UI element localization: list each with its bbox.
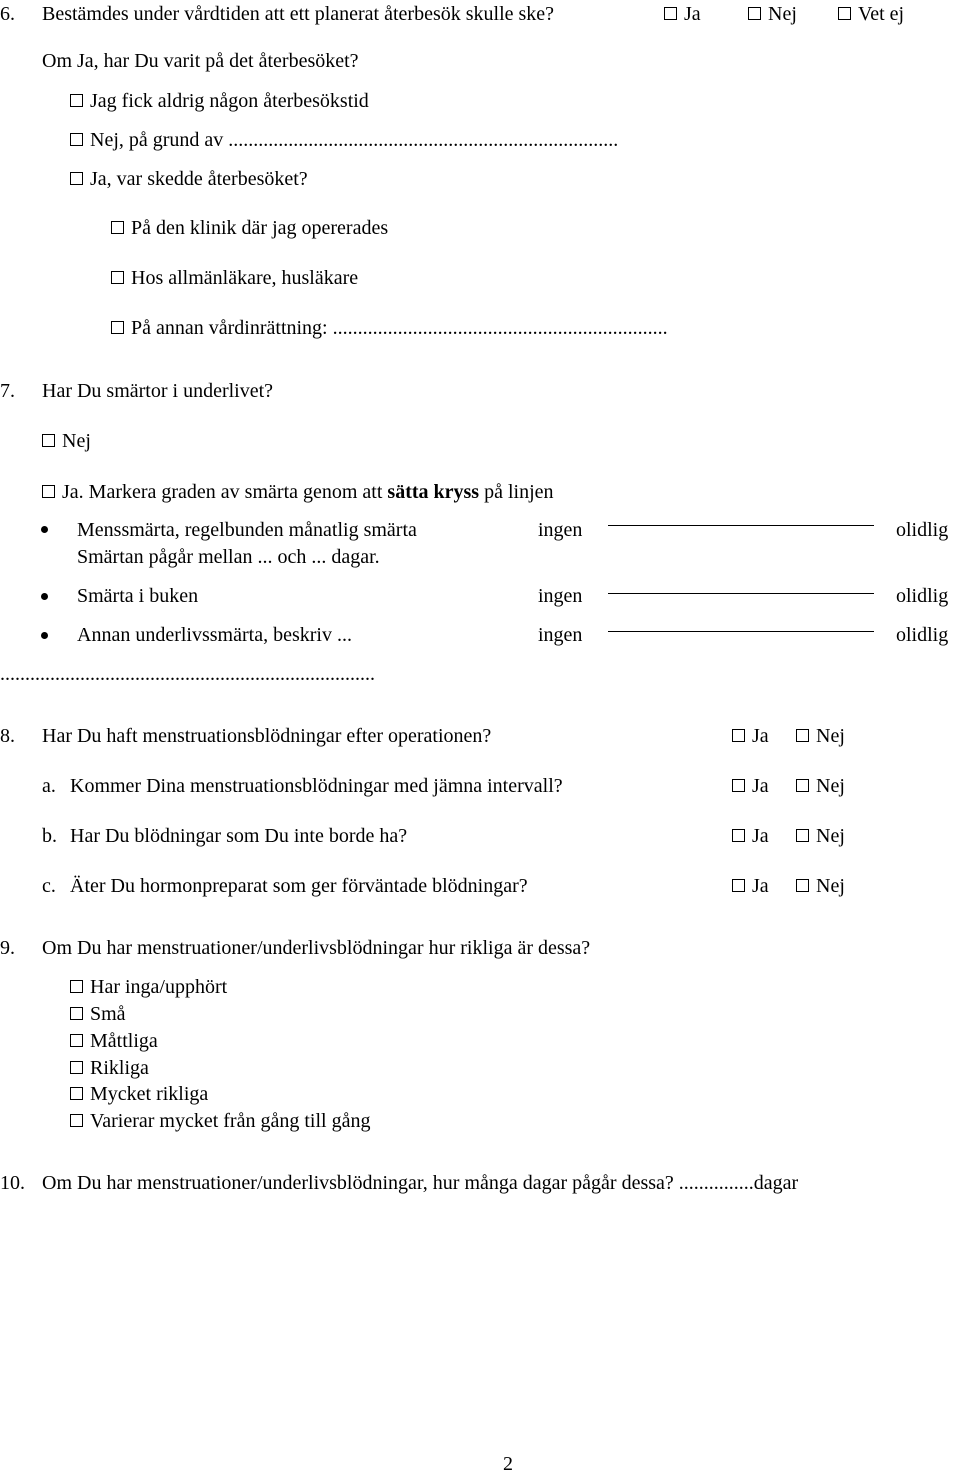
q7-scale-1-min: ingen: [538, 519, 583, 541]
checkbox[interactable]: [838, 7, 851, 20]
q9-option-varies[interactable]: Varierar mycket från gång till gång: [70, 1109, 370, 1133]
q7-option-yes[interactable]: Ja. Markera graden av smärta genom att sätta kryss på linjen: [42, 480, 554, 504]
q7-scale-3-line[interactable]: [608, 631, 874, 632]
q9-option-small[interactable]: Små: [70, 1002, 126, 1026]
checkbox[interactable]: [70, 980, 83, 993]
page-number: 2: [503, 1453, 513, 1475]
checkbox[interactable]: [796, 729, 809, 742]
bullet-icon: [41, 593, 48, 600]
checkbox[interactable]: [70, 172, 83, 185]
q8c-option-no[interactable]: Nej: [796, 874, 845, 898]
q6-option-no[interactable]: Nej: [748, 2, 797, 26]
q7-describe-line[interactable]: ...........................................................................: [0, 663, 375, 685]
q6-sub-option-no-time[interactable]: Jag fick aldrig någon återbesökstid: [70, 89, 369, 113]
q8b-option-no[interactable]: Nej: [796, 824, 845, 848]
checkbox[interactable]: [111, 321, 124, 334]
q8-number: 8.: [0, 725, 15, 747]
q9-question: Om Du har menstruationer/underlivsblödningar hur rikliga är dessa?: [42, 937, 591, 959]
checkbox[interactable]: [70, 1007, 83, 1020]
q7-scale-3-min: ingen: [538, 624, 583, 646]
q9-option-none[interactable]: Har inga/upphört: [70, 975, 227, 999]
q7-scale-1-label: Menssmärta, regelbunden månatlig smärta: [77, 519, 417, 541]
q10-number: 10.: [0, 1172, 25, 1194]
checkbox[interactable]: [796, 879, 809, 892]
checkbox[interactable]: [70, 1114, 83, 1127]
q8-option-yes[interactable]: Ja: [732, 724, 769, 748]
q8b-label: b.: [42, 825, 57, 847]
checkbox[interactable]: [42, 485, 55, 498]
q6-followup: Om Ja, har Du varit på det återbesöket?: [42, 50, 359, 72]
q8c-option-yes[interactable]: Ja: [732, 874, 769, 898]
q7-number: 7.: [0, 380, 15, 402]
q6-where-clinic[interactable]: På den klinik där jag opererades: [111, 216, 388, 240]
checkbox[interactable]: [732, 779, 745, 792]
q7-question: Har Du smärtor i underlivet?: [42, 380, 274, 402]
q7-scale-2-min: ingen: [538, 585, 583, 607]
q8c-label: c.: [42, 875, 56, 897]
q7-scale-3-max: olidlig: [896, 624, 949, 646]
checkbox[interactable]: [70, 1034, 83, 1047]
q8a-option-no[interactable]: Nej: [796, 774, 845, 798]
q7-scale-1-line[interactable]: [608, 525, 874, 526]
q8b-option-yes[interactable]: Ja: [732, 824, 769, 848]
q9-number: 9.: [0, 937, 15, 959]
q8a-question: Kommer Dina menstruationsblödningar med jämna intervall?: [70, 775, 563, 797]
q6-number: 6.: [0, 3, 15, 25]
checkbox[interactable]: [664, 7, 677, 20]
q7-duration: Smärtan pågår mellan ... och ... dagar.: [77, 546, 380, 568]
checkbox[interactable]: [732, 829, 745, 842]
emphasis: sätta kryss: [387, 481, 480, 503]
q9-option-heavy[interactable]: Rikliga: [70, 1056, 149, 1080]
q8b-question: Har Du blödningar som Du inte borde ha?: [70, 825, 408, 847]
checkbox[interactable]: [70, 133, 83, 146]
bullet-icon: [41, 632, 48, 639]
q7-scale-2-label: Smärta i buken: [77, 585, 199, 607]
q7-option-no[interactable]: Nej: [42, 429, 91, 453]
checkbox[interactable]: [796, 829, 809, 842]
q6-where-gp[interactable]: Hos allmänläkare, husläkare: [111, 266, 358, 290]
q8c-question: Äter Du hormonpreparat som ger förväntade blödningar?: [70, 875, 528, 897]
checkbox[interactable]: [732, 729, 745, 742]
q8a-label: a.: [42, 775, 56, 797]
q6-option-dont-know[interactable]: Vet ej: [838, 2, 904, 26]
checkbox[interactable]: [42, 434, 55, 447]
q7-scale-2-max: olidlig: [896, 585, 949, 607]
q8-option-no[interactable]: Nej: [796, 724, 845, 748]
checkbox[interactable]: [70, 94, 83, 107]
q6-sub-option-yes-where[interactable]: Ja, var skedde återbesöket?: [70, 167, 308, 191]
checkbox[interactable]: [70, 1061, 83, 1074]
checkbox[interactable]: [796, 779, 809, 792]
q7-scale-3-label: Annan underlivssmärta, beskriv ...: [77, 624, 352, 646]
checkbox[interactable]: [732, 879, 745, 892]
q6-question: Bestämdes under vårdtiden att ett planerat återbesök skulle ske?: [42, 3, 555, 25]
checkbox[interactable]: [111, 221, 124, 234]
q10-question: Om Du har menstruationer/underlivsblödningar, hur många dagar pågår dessa? ...............dagar: [42, 1172, 799, 1194]
q9-option-moderate[interactable]: Måttliga: [70, 1029, 158, 1053]
bullet-icon: [41, 526, 48, 533]
checkbox[interactable]: [70, 1087, 83, 1100]
q9-option-very-heavy[interactable]: Mycket rikliga: [70, 1082, 208, 1106]
q8-question: Har Du haft menstruationsblödningar efter operationen?: [42, 725, 492, 747]
q6-option-yes[interactable]: Ja: [664, 2, 701, 26]
checkbox[interactable]: [111, 271, 124, 284]
q8a-option-yes[interactable]: Ja: [732, 774, 769, 798]
q7-scale-1-max: olidlig: [896, 519, 949, 541]
q6-where-other[interactable]: På annan vårdinrättning: ...................................................................: [111, 316, 668, 340]
q7-scale-2-line[interactable]: [608, 593, 874, 594]
q6-sub-option-no-because[interactable]: Nej, på grund av ..............................................................................: [70, 128, 618, 152]
checkbox[interactable]: [748, 7, 761, 20]
